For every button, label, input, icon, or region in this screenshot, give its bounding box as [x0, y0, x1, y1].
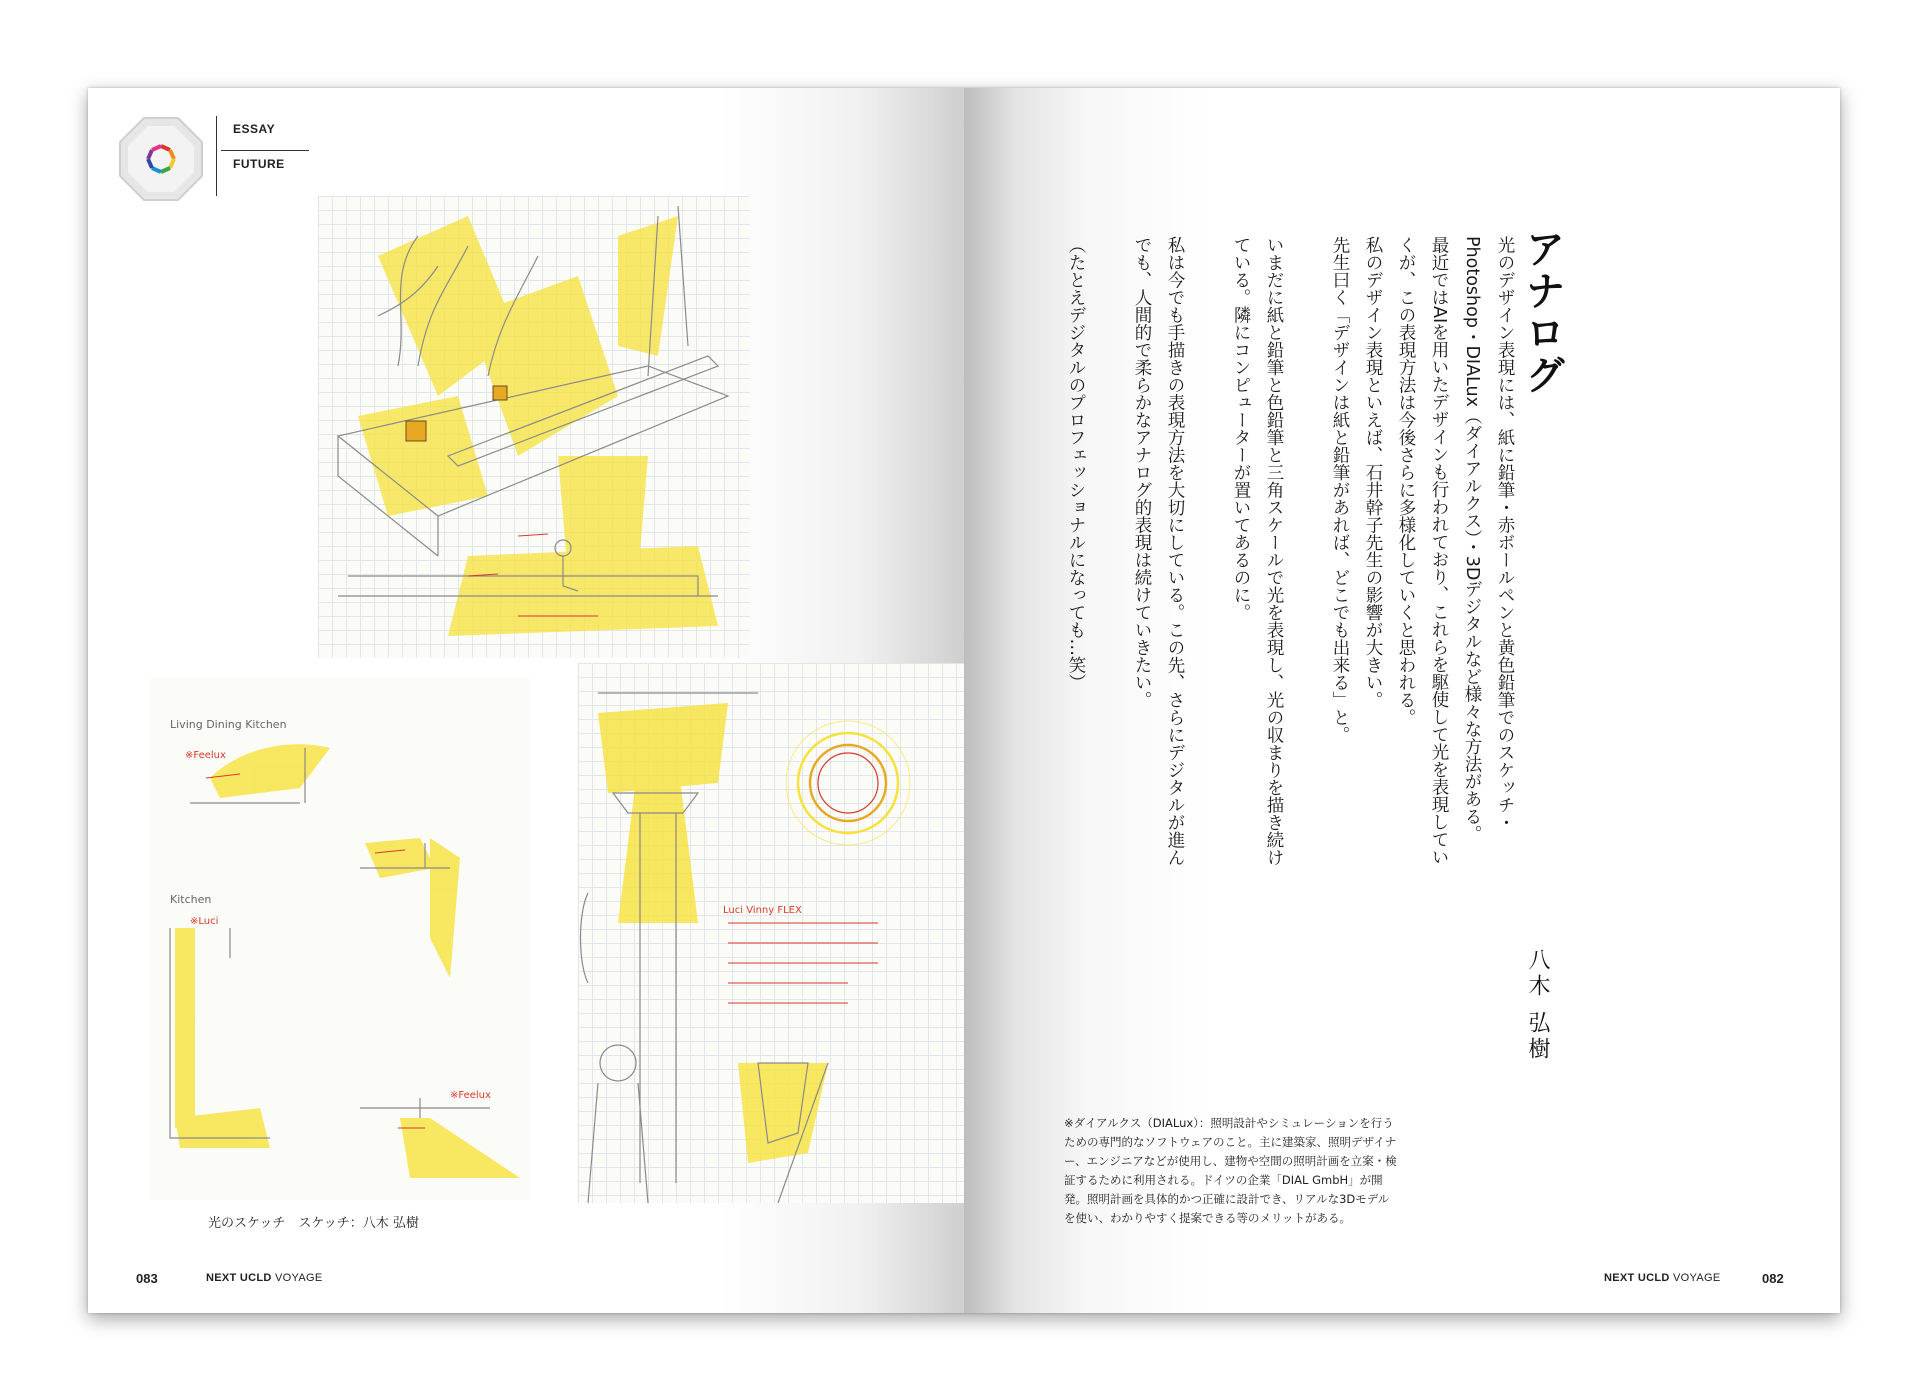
running-footer-right [1604, 1272, 1720, 1284]
paragraph-4: 先生曰く「デザインは紙と鉛筆があれば、どこでも出来る」と。 [1330, 236, 1350, 744]
left-page [88, 88, 964, 1313]
paragraph-2: 最近ではAIを用いたデザインも行われており、これらを駆使して光を表現していくが、この表現方法は今後さらに多様化していくと思われる。 [1396, 236, 1449, 866]
page-number-left: 083 [136, 1271, 158, 1286]
label-living: Living Dining Kitchen [170, 718, 287, 731]
label-kitchen: Kitchen [170, 893, 212, 906]
essay-label: ESSAY [233, 122, 276, 136]
magazine-spread [88, 88, 1840, 1313]
essay-title: アナログ [1519, 228, 1565, 396]
runner-voyage: VOYAGE [1673, 1272, 1721, 1284]
paragraph-7: （たとえデジタルのプロフェッショナルになっても…笑） [1066, 236, 1086, 691]
paragraph-1: 光のデザイン表現には、紙に鉛筆・赤ボールペンと黄色鉛筆でのスケッチ・Photoshop・DIALux（ダイアルクス）・3Dデジタルなど様々な方法がある。 [1462, 236, 1515, 843]
park-bench-sketch [318, 196, 750, 658]
runner-brand: NEXT UCLD [1604, 1272, 1670, 1284]
header-divider [216, 116, 217, 196]
footnote: ※ダイアルクス（DIALux）：照明設計やシミュレーションを行うための専門的なソフトウェアのこと。主に建築家、照明デザイナー、エンジニアなどが使用し、建物や空間の照明計画を立案・検証するために利用される。ドイツの企業「DIAL GmbH」が開発。照明計画を具体的かつ正確に設計でき、リアルな3Dモデルを使い、わかりやすく提案できる等のメリットがある。 [1064, 1116, 1397, 1225]
paragraph-6: 私は今でも手描きの表現方法を大切にしている。この先、さらにデジタルが進んでも、人間的で柔らかなアナログ的表現は続けていきたい。 [1132, 236, 1185, 866]
author-name: 八木 弘樹 [1525, 948, 1550, 1063]
right-page [964, 88, 1840, 1313]
label-luci-flex: Luci Vinny FLEX [723, 905, 802, 916]
label-luci: ※Luci [190, 916, 219, 927]
label-feelux-2: ※Feelux [450, 1090, 491, 1101]
paragraph-3: 私のデザイン表現といえば、石井幹子先生の影響が大きい。 [1363, 236, 1383, 709]
essay-body [1059, 236, 1521, 876]
paragraph-5: いまだに紙と鉛筆と色鉛筆と三角スケールで光を表現し、光の収まりを描き続けている。隣にコンピューターが置いてあるのに。 [1231, 236, 1284, 866]
label-feelux: ※Feelux [185, 750, 226, 761]
column-light-sketch [578, 663, 964, 1203]
runner-voyage: VOYAGE [275, 1272, 323, 1284]
section-header [221, 116, 309, 185]
octagon-logo-icon [118, 116, 204, 202]
kitchen-sketch [150, 678, 530, 1200]
page-number-right: 082 [1762, 1271, 1784, 1286]
future-label: FUTURE [233, 157, 285, 171]
runner-brand: NEXT UCLD [206, 1272, 272, 1284]
running-footer-left [206, 1272, 322, 1284]
sketch-caption: 光のスケッチ スケッチ：八木 弘樹 [208, 1216, 419, 1231]
